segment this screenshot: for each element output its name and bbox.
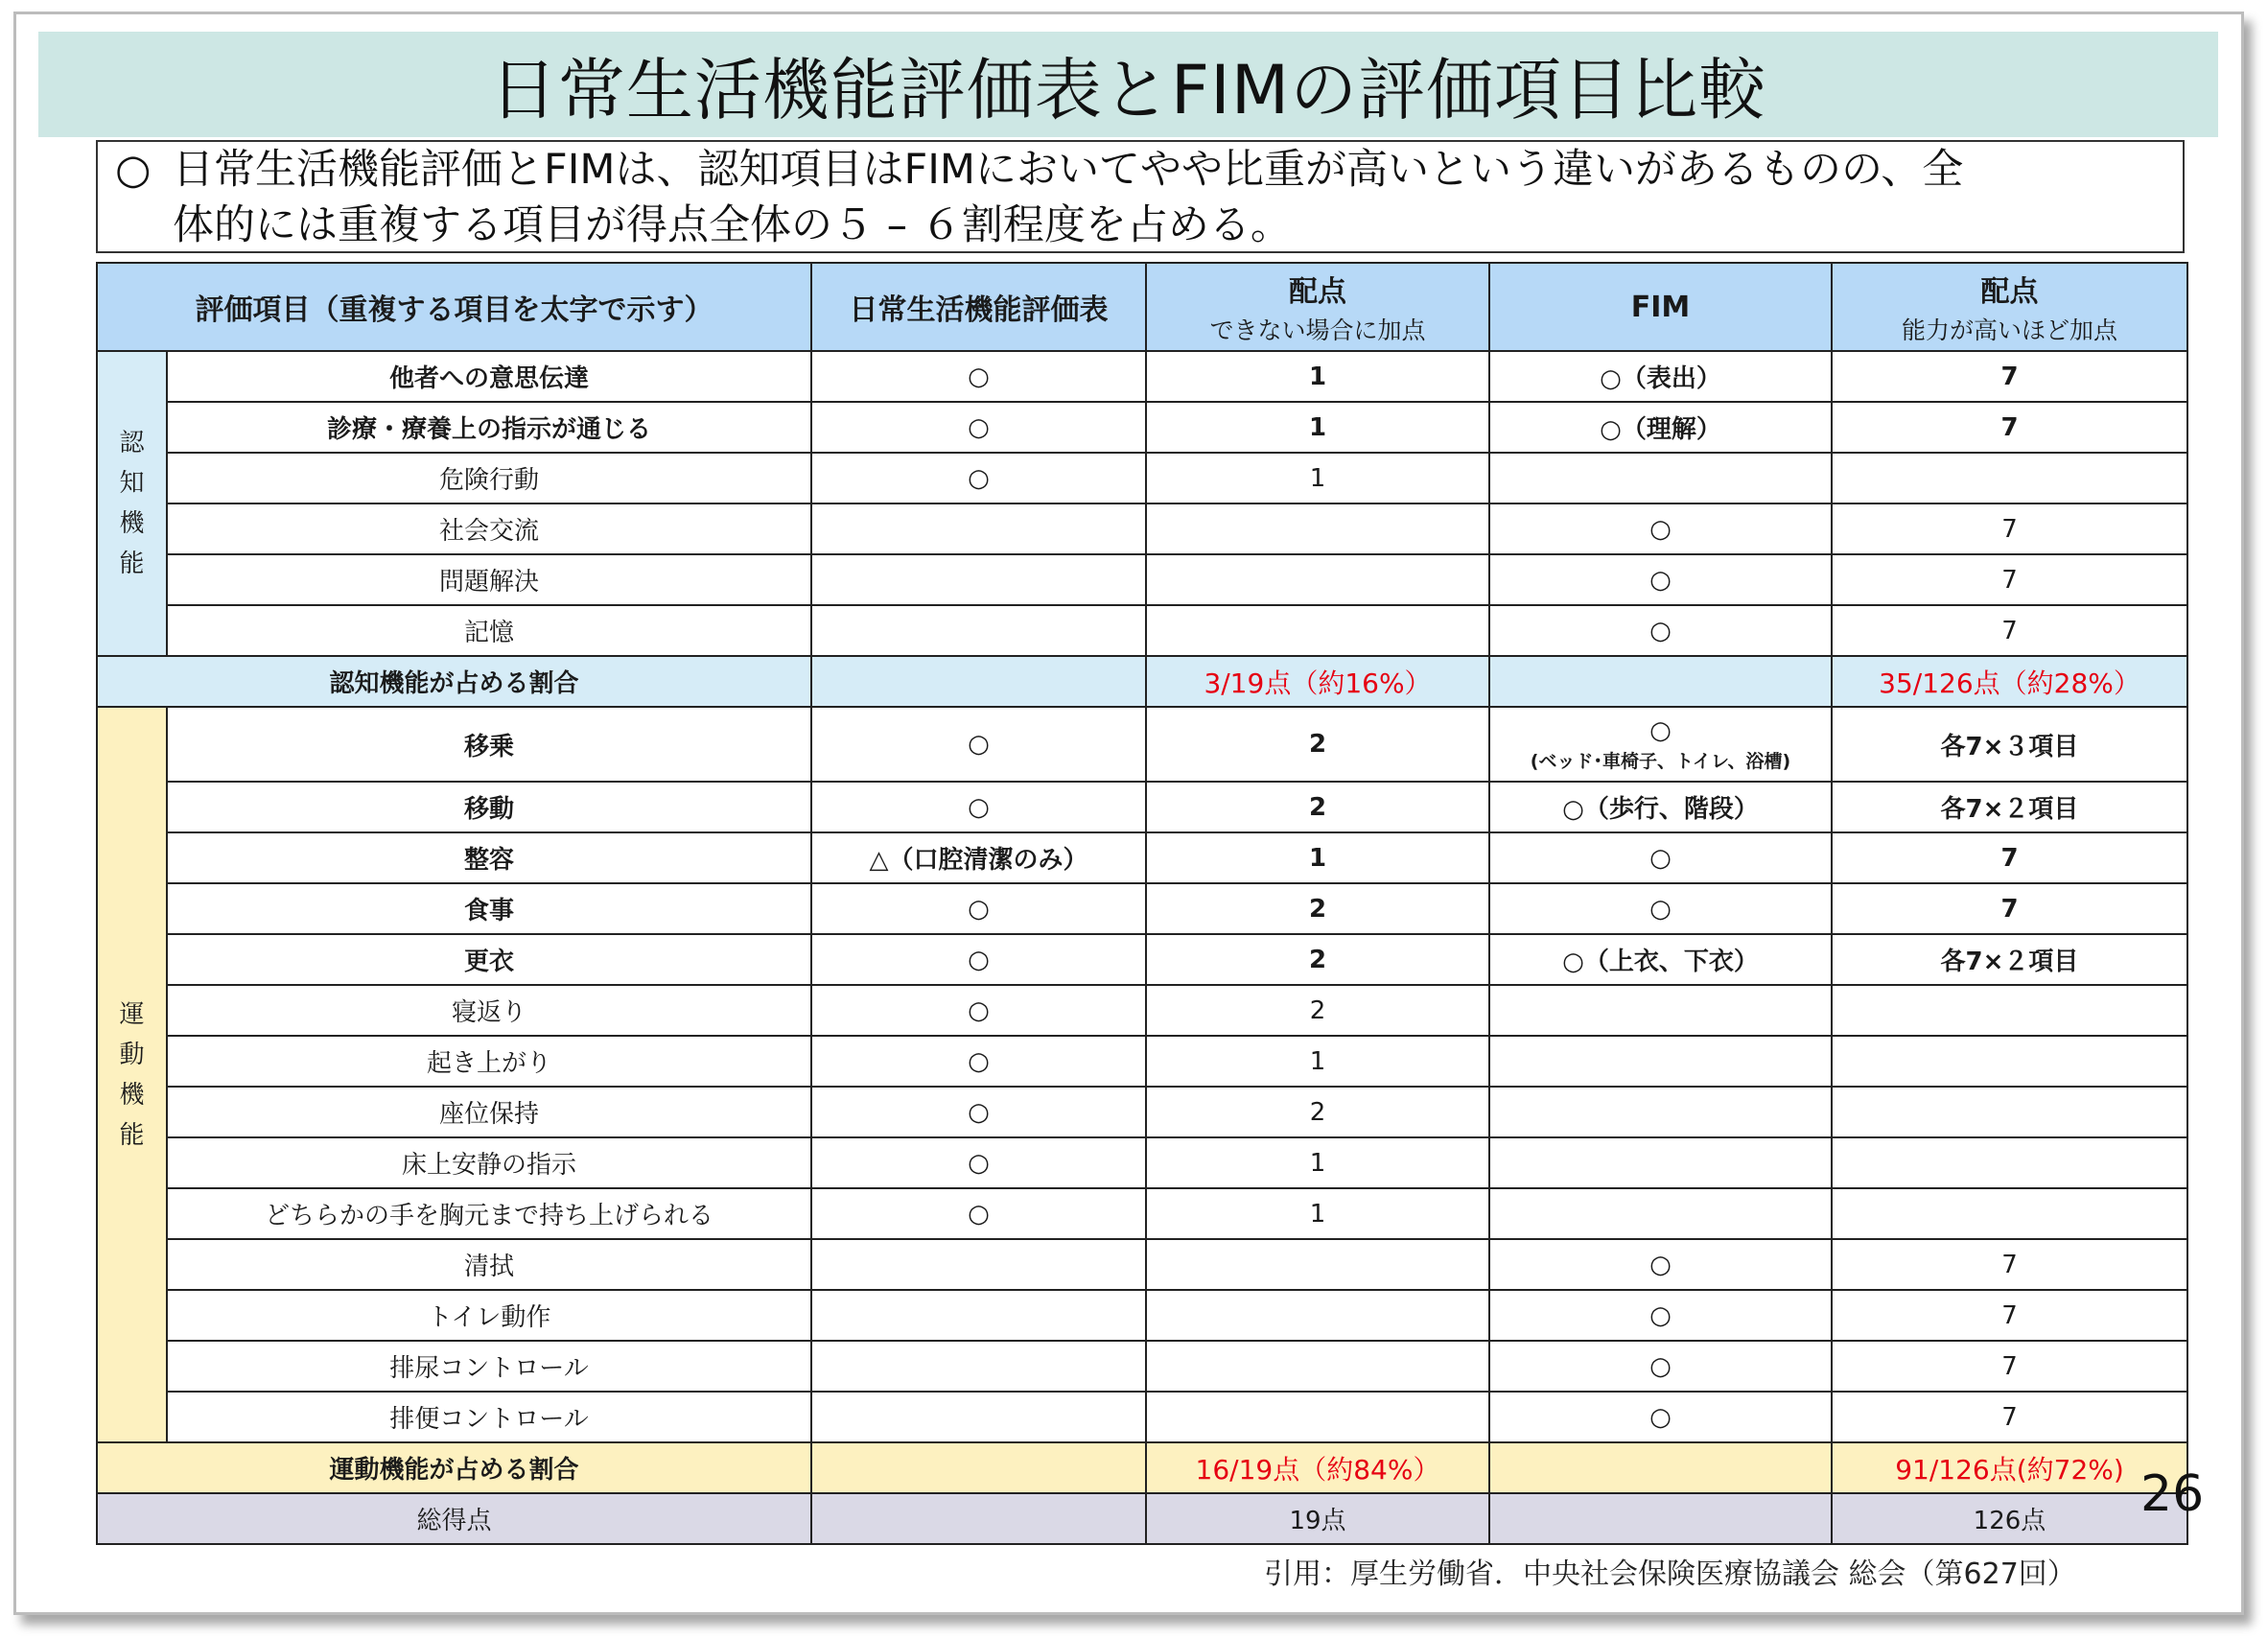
fim-points-cell: 7 <box>1832 832 2187 883</box>
adl-points-cell: 2 <box>1146 934 1489 985</box>
adl-cell: ○ <box>811 934 1146 985</box>
item-cell: 問題解決 <box>167 554 811 605</box>
adl-points-cell: 1 <box>1146 1188 1489 1239</box>
adl-cell: ○ <box>811 1036 1146 1087</box>
adl-points-cell: 2 <box>1146 782 1489 832</box>
motor-share-label: 運動機能が占める割合 <box>97 1442 811 1493</box>
table-row <box>97 1087 2187 1137</box>
fim-points-cell: 各7×３項目 <box>1832 707 2187 782</box>
table-row <box>97 554 2187 605</box>
cognitive-share-adl: 3/19点（約16%） <box>1146 656 1489 707</box>
fim-points-cell: 7 <box>1832 503 2187 554</box>
table-row <box>97 1188 2187 1239</box>
summary-indent <box>115 198 173 253</box>
item-cell: 排便コントロール <box>167 1392 811 1442</box>
total-adl-empty <box>811 1493 1146 1544</box>
fim-points-cell <box>1832 1137 2187 1188</box>
item-cell: 移動 <box>167 782 811 832</box>
adl-cell: △（口腔清潔のみ） <box>811 832 1146 883</box>
adl-points-cell <box>1146 1239 1489 1290</box>
header-fim: FIM <box>1489 263 1832 351</box>
adl-cell: ○ <box>811 883 1146 934</box>
summary-text-1: 日常生活機能評価とFIMは、認知項目はFIMにおいてやや比重が高いという違いがあるものの、全 <box>173 146 1964 194</box>
table-row <box>97 934 2187 985</box>
item-cell: 整容 <box>167 832 811 883</box>
adl-points-cell: 1 <box>1146 402 1489 453</box>
adl-cell: ○ <box>811 985 1146 1036</box>
adl-points-cell: 2 <box>1146 1087 1489 1137</box>
header-fim-points <box>1832 263 2187 351</box>
fim-cell <box>1489 707 1832 782</box>
item-cell: 診療・療養上の指示が通じる <box>167 402 811 453</box>
adl-points-cell <box>1146 554 1489 605</box>
cognitive-category-cell <box>97 351 167 656</box>
fim-points-cell: 各7×２項目 <box>1832 782 2187 832</box>
fim-cell: ○（表出） <box>1489 351 1832 402</box>
table-row <box>97 832 2187 883</box>
adl-cell <box>811 503 1146 554</box>
motor-category-cell <box>97 707 167 1442</box>
item-cell: どちらかの手を胸元まで持ち上げられる <box>167 1188 811 1239</box>
adl-cell: ○ <box>811 1087 1146 1137</box>
motor-category-char: 能 <box>119 1120 145 1150</box>
fim-cell: ○ <box>1489 883 1832 934</box>
summary-box <box>96 140 2185 253</box>
fim-cell: ○ <box>1489 605 1832 656</box>
header-item: 評価項目（重複する項目を太字で示す） <box>97 263 811 351</box>
table-row <box>97 1392 2187 1442</box>
fim-cell <box>1489 1087 1832 1137</box>
summary-circle-mark: ○ <box>115 146 152 194</box>
fim-cell: ○（上衣、下衣） <box>1489 934 1832 985</box>
adl-cell: ○ <box>811 402 1146 453</box>
fim-points-cell: 7 <box>1832 1392 2187 1442</box>
cognitive-category-char: 機 <box>119 509 145 538</box>
adl-points-cell <box>1146 1341 1489 1392</box>
cognitive-share-adl-empty <box>811 656 1146 707</box>
fim-points-cell: 7 <box>1832 1239 2187 1290</box>
cognitive-share-label: 認知機能が占める割合 <box>97 656 811 707</box>
item-cell: 他者への意思伝達 <box>167 351 811 402</box>
item-cell: 清拭 <box>167 1239 811 1290</box>
table-row <box>97 707 2187 782</box>
adl-cell: ○ <box>811 782 1146 832</box>
summary-line-2 <box>115 198 2165 253</box>
item-cell: トイレ動作 <box>167 1290 811 1341</box>
cognitive-share-fim-empty <box>1489 656 1832 707</box>
fim-cell <box>1489 453 1832 503</box>
item-cell: 食事 <box>167 883 811 934</box>
adl-cell <box>811 1392 1146 1442</box>
adl-points-cell: 1 <box>1146 1036 1489 1087</box>
fim-cell <box>1489 1036 1832 1087</box>
adl-points-cell: 1 <box>1146 351 1489 402</box>
motor-category-char: 運 <box>119 999 145 1029</box>
item-cell: 危険行動 <box>167 453 811 503</box>
cognitive-share-row <box>97 656 2187 707</box>
table-row <box>97 883 2187 934</box>
fim-points-cell: 7 <box>1832 402 2187 453</box>
citation: 引用：厚生労働省．中央社会保険医療協議会 総会（第627回） <box>1264 1557 2076 1591</box>
fim-note: (ベッド･車椅子、トイレ、浴槽) <box>1530 750 1791 772</box>
table-row <box>97 1137 2187 1188</box>
adl-cell <box>811 1290 1146 1341</box>
fim-points-cell: 7 <box>1832 351 2187 402</box>
adl-cell <box>811 1239 1146 1290</box>
item-cell: 更衣 <box>167 934 811 985</box>
fim-cell: ○（理解） <box>1489 402 1832 453</box>
fim-points-cell: 7 <box>1832 1290 2187 1341</box>
page-title: 日常生活機能評価表とFIMの評価項目比較 <box>489 50 1767 129</box>
adl-points-cell <box>1146 503 1489 554</box>
motor-share-fim: 91/126点(約72%) <box>1832 1442 2187 1493</box>
fim-cell: ○ <box>1489 554 1832 605</box>
header-fim-points-note: 能力が高いほど加点 <box>1901 316 2117 344</box>
cognitive-category-char: 知 <box>119 469 145 498</box>
adl-cell: ○ <box>811 351 1146 402</box>
item-cell: 寝返り <box>167 985 811 1036</box>
fim-points-cell <box>1832 453 2187 503</box>
fim-cell: ○ <box>1489 1239 1832 1290</box>
item-cell: 起き上がり <box>167 1036 811 1087</box>
adl-cell <box>811 554 1146 605</box>
fim-cell: ○ <box>1489 1290 1832 1341</box>
item-cell: 排尿コントロール <box>167 1341 811 1392</box>
adl-cell: ○ <box>811 707 1146 782</box>
fim-points-cell <box>1832 985 2187 1036</box>
motor-category-char: 動 <box>119 1040 145 1069</box>
motor-share-fim-empty <box>1489 1442 1832 1493</box>
fim-points-cell: 7 <box>1832 605 2187 656</box>
table-row <box>97 453 2187 503</box>
adl-cell <box>811 1341 1146 1392</box>
cognitive-share-fim: 35/126点（約28%） <box>1832 656 2187 707</box>
header-adl-points <box>1146 263 1489 351</box>
adl-points-cell: 2 <box>1146 985 1489 1036</box>
adl-cell: ○ <box>811 1188 1146 1239</box>
table-row <box>97 782 2187 832</box>
fim-points-cell: 7 <box>1832 883 2187 934</box>
item-cell: 記憶 <box>167 605 811 656</box>
fim-points-cell: 7 <box>1832 1341 2187 1392</box>
motor-share-row <box>97 1442 2187 1493</box>
adl-points-cell <box>1146 605 1489 656</box>
table-row <box>97 503 2187 554</box>
table-row <box>97 1341 2187 1392</box>
adl-cell <box>811 605 1146 656</box>
total-row <box>97 1493 2187 1544</box>
fim-points-cell: 7 <box>1832 554 2187 605</box>
table-row <box>97 1290 2187 1341</box>
fim-cell <box>1489 985 1832 1036</box>
table-row <box>97 985 2187 1036</box>
header-adl: 日常生活機能評価表 <box>811 263 1146 351</box>
item-cell: 移乗 <box>167 707 811 782</box>
item-cell: 座位保持 <box>167 1087 811 1137</box>
adl-cell: ○ <box>811 453 1146 503</box>
fim-points-cell <box>1832 1036 2187 1087</box>
table-row <box>97 605 2187 656</box>
motor-category-char: 機 <box>119 1080 145 1110</box>
fim-points-cell: 各7×２項目 <box>1832 934 2187 985</box>
cognitive-category-char: 認 <box>119 429 145 457</box>
fim-cell: ○ <box>1489 503 1832 554</box>
fim-points-cell <box>1832 1188 2187 1239</box>
item-cell: 床上安静の指示 <box>167 1137 811 1188</box>
motor-share-adl: 16/19点（約84%） <box>1146 1442 1489 1493</box>
adl-points-cell: 1 <box>1146 1137 1489 1188</box>
adl-points-cell <box>1146 1392 1489 1442</box>
fim-cell <box>1489 1188 1832 1239</box>
cognitive-category-char: 能 <box>119 550 145 578</box>
total-fim-empty <box>1489 1493 1832 1544</box>
table-row <box>97 1036 2187 1087</box>
fim-mark: ○ <box>1649 715 1672 745</box>
header-adl-points-label: 配点 <box>1289 275 1346 309</box>
table-row <box>97 351 2187 402</box>
fim-cell <box>1489 1137 1832 1188</box>
adl-points-cell: 2 <box>1146 883 1489 934</box>
comparison-table <box>96 262 2188 1545</box>
fim-cell: ○（歩行、階段） <box>1489 782 1832 832</box>
motor-share-adl-empty <box>811 1442 1146 1493</box>
table-header-row <box>97 263 2187 351</box>
fim-cell: ○ <box>1489 1392 1832 1442</box>
fim-cell: ○ <box>1489 832 1832 883</box>
title-bar <box>38 32 2218 137</box>
adl-points-cell: 2 <box>1146 707 1489 782</box>
summary-line-1 <box>115 142 2165 198</box>
table-row <box>97 402 2187 453</box>
item-cell: 社会交流 <box>167 503 811 554</box>
fim-cell: ○ <box>1489 1341 1832 1392</box>
page-number: 26 <box>2140 1465 2205 1523</box>
fim-points-cell <box>1832 1087 2187 1137</box>
table-row <box>97 1239 2187 1290</box>
total-fim-points: 126点 <box>1832 1493 2187 1544</box>
header-adl-points-note: できない場合に加点 <box>1209 316 1426 344</box>
total-adl-points: 19点 <box>1146 1493 1489 1544</box>
total-label: 総得点 <box>97 1493 811 1544</box>
adl-cell: ○ <box>811 1137 1146 1188</box>
adl-points-cell: 1 <box>1146 832 1489 883</box>
header-fim-points-label: 配点 <box>1980 275 2039 309</box>
adl-points-cell <box>1146 1290 1489 1341</box>
adl-points-cell: 1 <box>1146 453 1489 503</box>
summary-text-2: 体的には重複する項目が得点全体の５ – ６割程度を占める。 <box>173 201 1292 249</box>
